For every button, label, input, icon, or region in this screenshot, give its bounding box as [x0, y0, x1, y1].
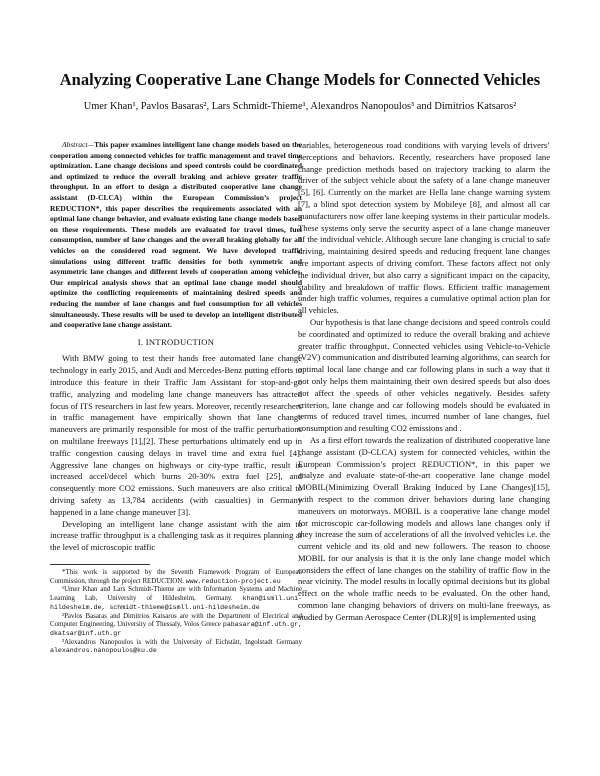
- footnote-affiliation-1: ¹Umer Khan and Lars Schmidt-Thieme are with Information Systems and Machine Learning Lab, University of Hildesheim, Germany. khan@ismll.uni-hildesheim.de, schmidt-thieme@ismll.uni-hildesheim.de: [50, 586, 302, 611]
- footnote-email[interactable]: khan@ismll.uni-hildesheim.de, schmidt-thieme@ismll.uni-hildesheim.de: [50, 595, 302, 611]
- section-heading-introduction: I. INTRODUCTION: [137, 336, 215, 347]
- body-paragraph: variables, heterogeneous road conditions with varying levels of drivers’ perceptions and behaviors. Recently, researchers have proposed lane change prediction methods based on trajectory tracking to alarm the driver of the subject vehicle about the safety of a lane change maneuver [5], [6]. Currently on the market are Hella lane change warning system [7], a blind spot detection system by Mobileye [8], and almost all car manufacturers now offer lane keeping systems in their particular models. These systems only serve the security aspect of a lane change maneuver of the individual vehicle. Although secure lane changing is crucial to safe driving, maintaining desired speeds and reducing frequent lane changes are important aspects of driving comfort. These factors affect not only the individual driver, but also carry a significant impact on the capacity, stability and breakdown of traffic flows. Efficient traffic management under high traffic volumes, requires a cumulative optimal action plan for all vehicles.: [298, 140, 550, 316]
- footnote-funding: *This work is supported by the Seventh Framework Program of European Commission, through the project REDUCTION. www.reduction-project.eu: [50, 569, 302, 585]
- abstract-lead: Abstract—: [62, 140, 95, 149]
- footnote-email[interactable]: pabasara@inf.uth.gr, dkatsar@inf.uth.gr: [50, 621, 302, 637]
- paper-title: Analyzing Cooperative Lane Change Models for Connected Vehicles: [59, 70, 541, 89]
- body-paragraph: Our hypothesis is that lane change decisions and speed controls could be coordinated and optimized to reduce the overall braking and achieve greater traffic throughput. Connected vehicles using Vehicle-to-Vehicle (V2V) communication and distributed learning algorithms, can search for optimal local lane change and car following plans in such a way that it not only helps them maintaining their own desired speeds but also does not affect the speeds of other vehicles negatively. Besides safety criterion, lane change and car following models should be evaluated in terms of reduced travel times, incurred number of lane changes, fuel consumption and resulting CO2 emissions and .: [298, 316, 550, 434]
- author-list: Umer Khan¹, Pavlos Basaras², Lars Schmidt-Thieme¹, Alexandros Nanopoulos³ and Dimitrios Katsaros²: [83, 101, 517, 112]
- footnote-email[interactable]: alexandros.nanopoulos@ku.de: [50, 647, 157, 655]
- footnote-url[interactable]: www.reduction-project.eu: [185, 577, 281, 585]
- body-paragraph: As a first effort towards the realization of distributed cooperative lane change assistant (D-CLCA) system for connected vehicles, within the European Commission’s project REDUCTION*, in this paper we analyze and evaluate state-of-the-art cooperative lane change model MOBIL(Minimizing Overall Braking Induced by Lane Changes)[15], with respect to the common driver behaviors during lane changing maneuvers on motorways. MOBIL is a cooperative lane change model for microscopic car-following models and allows lane changes only if they increase the sum of accelerations of all the involved vehicles i.e. the current vehicle and its old and new followers. The reason to choose MOBIL for our analysis is that it is the only lane change model which considers the effect of lane changes on the stability of traffic flow in the near vicinity. The model results in locally optimal decisions but its global effect on the whole traffic needs to be evaluated. On the other hand, common lane changing behaviors of drivers on multi-lane freeways, as studied by German Aerospace Center (DLR)[9] is implemented using: [298, 434, 550, 622]
- right-column: [298, 140, 550, 624]
- footnote-affiliation-2: ²Pavlos Basaras and Dimitrios Katsaros are with the Department of Electrical and Computer Engineering, University of Thessaly, Volos Greece pabasara@inf.uth.gr, dkatsar@inf.uth.gr: [50, 612, 302, 637]
- abstract-text: This paper examines intelligent lane change models based on the cooperation among connected vehicles for traffic management and travel time optimization. Lane change decisions and speed controls could be coordinated and optimized to reduce the overall braking and achieve greater traffic throughput. In an effort to design a distributed cooperative lane change assistant (D-CLCA) within the European Commission’s project REDUCTION*, this paper describes the requirements associated with an optimal lane change behavior, and evaluate existing lane change models based on these requirements. These models are evaluated for travel times, fuel consumption, number of lane changes and the overall braking globally for all vehicles on the considered road segment. We have developed traffic simulations using different traffic densities for both symmetric and asymmetric lane changes and different levels of cooperation among vehicles. Our empirical analysis shows that an optimal lane change model should optimize the conflicting requirements of maintaining desired speeds and reducing the number of lane changes and fuel consumption for all vehicles simultaneously. These results will be used to develop an intelligent distributed and cooperative lane change assistant.: [50, 140, 302, 330]
- intro-paragraph: With BMW going to test their hands free automated lane change technology in early 2015, and Audi and Mercedes-Benz putting efforts to introduce this feature in their Traffic Jam Assistant for stop-and-go traffic, analyzing and modeling lane change maneuvers has attracted focus of ITS researchers in last few years. Moreover, recently researchers in traffic management have empirically shown that lane change maneuvers are primarily responsible for most of the traffic perturbations on multilane freeways [1],[2]. These perturbations ultimately end up in traffic congestion causing delays in travel time and extra fuel [4]. Aggressive lane changes on highways or city-type traffic, result in increased accel/decel which burns 20-30% extra fuel [25], and consequently more CO2 emissions. Such maneuvers are also critical to driving safety as 13,784 accidents (with casualties) in Germany happened in a lane change maneuver [3].: [50, 353, 302, 517]
- footnote-divider: [50, 564, 150, 565]
- footnote-affiliation-3: ³Alexandros Nanopoulos is with the University of Eichstätt, Ingolstadt Germany alexandros.nanopoulos@ku.de: [50, 638, 302, 655]
- left-column: [50, 140, 302, 656]
- intro-paragraph: Developing an intelligent lane change assistant with the aim to increase traffic throughput is a challenging task as it requires planning at the level of microscopic traffic: [50, 518, 302, 553]
- abstract: [50, 140, 302, 331]
